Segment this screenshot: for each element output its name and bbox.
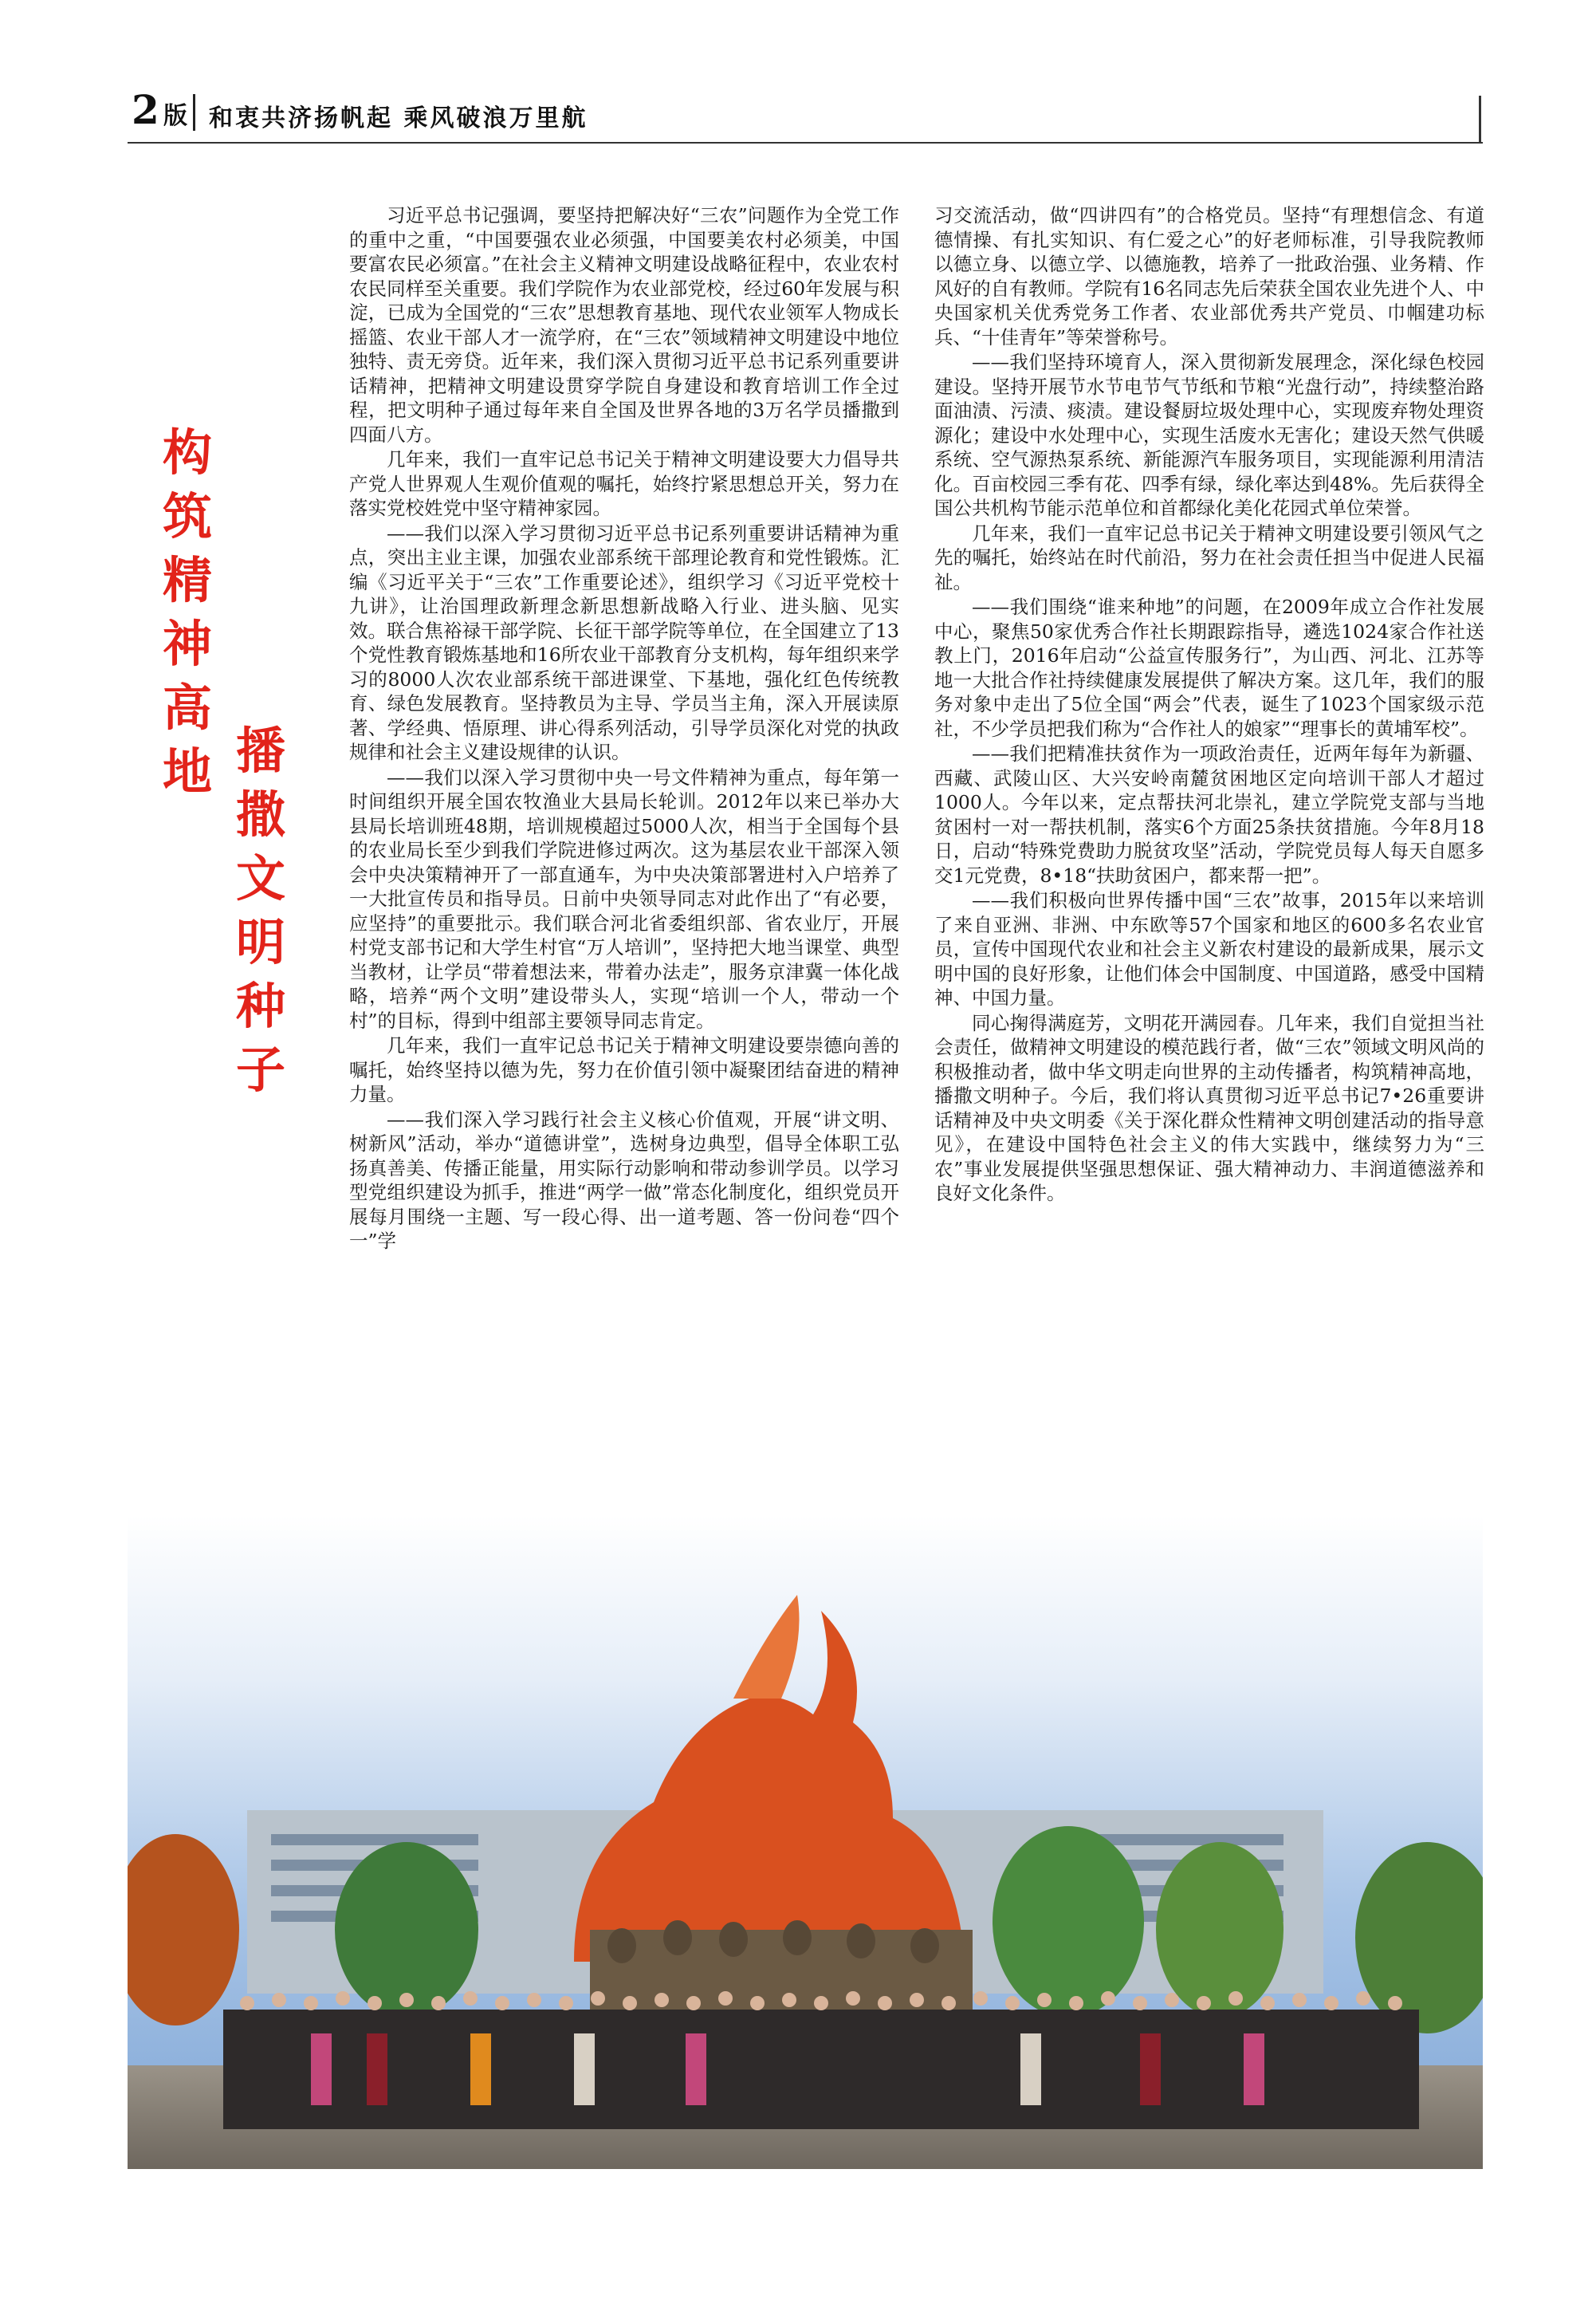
article-paragraph: 几年来，我们一直牢记总书记关于精神文明建设要引领风气之先的嘱托，始终站在时代前沿，努力在社会责任担当中促进人民福祉。	[934, 522, 1484, 593]
header-title: 和衷共济扬帆起 乘风破浪万里航	[209, 104, 588, 132]
headline-line-1	[155, 424, 219, 807]
article-paragraph: ——我们深入学习践行社会主义核心价值观，开展“讲文明、树新风”活动，举办“道德讲堂”，选树身边典型，倡导全体职工弘扬真善美、传播正能量，用实际行动影响和带动参训学员。以学习型党组织建设为抓手，推进“两学一做”常态化制度化，组织党员开展每月围绕一主题、写一段心得、出一道考题、答一份问卷“四个一”学	[349, 1108, 899, 1252]
article-paragraph: 习近平总书记强调，要坚持把解决好“三农”问题作为全党工作的重中之重，“中国要强农业必须强，中国要美农村必须美，中国要富农民必须富。”在社会主义精神文明建设战略征程中，农业农村农民同样至关重要。我们学院作为农业部党校，经过60年发展与积淀，已成为全国党的“三农”思想教育基地、现代农业领军人物成长摇篮、农业干部人才一流学府，在“三农”领域精神文明建设中地位独特、责无旁贷。近年来，我们深入贯彻习近平总书记系列重要讲话精神，把精神文明建设贯穿学院自身建设和教育培训工作全过程，把文明种子通过每年来自全国及世界各地的3万名学员播撒到四面八方。	[349, 204, 899, 446]
headline-char: 子	[235, 1041, 285, 1099]
page-header	[0, 0, 1596, 159]
crowd	[223, 1991, 1419, 2129]
article-paragraph: 同心掬得满庭芳，文明花开满园春。几年来，我们自觉担当社会责任，做精神文明建设的模范践行者，做“三农”领域文明风尚的积极推动者，做中华文明走向世界的主动传播者，构筑精神高地，播撒文明种子。今后，我们将认真贯彻习近平总书记7•26重要讲话精神及中央文明委《关于深化群众性精神文明创建活动的指导意见》，在建设中国特色社会主义的伟大实践中，继续努力为“三农”事业发展提供坚强思想保证、强大精神动力、丰润道德滋养和良好文化条件。	[934, 1011, 1484, 1204]
article-paragraph: ——我们以深入学习贯彻习近平总书记系列重要讲话精神为重点，突出主业主课，加强农业部系统干部理论教育和党性锻炼。汇编《习近平关于“三农”工作重要论述》，组织学习《习近平党校十九讲》，让治国理政新理念新思想新战略入行业、进头脑、见实效。联合焦裕禄干部学院、长征干部学院等单位，在全国建立了13个党性教育锻炼基地和16所农业干部教育分支机构，每年组织来学习的8000人次农业部系统干部进课堂、下基地，强化红色传统教育、绿色发展教育。坚持教员为主导、学员当主角，深入开展读原著、学经典、悟原理、讲心得系列活动，引导学员深化对党的执政规律和社会主义建设规律的认识。	[349, 522, 899, 763]
headline-char: 神	[162, 615, 212, 673]
article-column-right	[934, 203, 1484, 1207]
headline-char: 播	[235, 722, 285, 780]
headline-char: 种	[235, 977, 285, 1035]
article-column-left	[349, 203, 899, 1254]
article-paragraph: 几年来，我们一直牢记总书记关于精神文明建设要崇德向善的嘱托，始终坚持以德为先，努力在价值引领中凝聚团结奋进的精神力量。	[349, 1034, 899, 1105]
article-paragraph: ——我们积极向世界传播中国“三农”故事，2015年以来培训了来自亚洲、非洲、中东欧等57个国家和地区的600多名农业官员，宣传中国现代农业和社会主义新农村建设的最新成果，展示文明中国的良好形象，让他们体会中国制度、中国道路，感受中国精神、中国力量。	[934, 889, 1484, 1009]
headline-char: 精	[162, 551, 212, 609]
header-rule-end	[1479, 96, 1481, 144]
article-paragraph: ——我们围绕“谁来种地”的问题，在2009年成立合作社发展中心，聚焦50家优秀合作社长期跟踪指导，遴选1024家合作社送教上门，2016年启动“公益宣传服务行”，为山西、河北、江苏等地一大批合作社持续健康发展提供了解决方案。这几年，我们的服务对象中走出了5位全国“两会”代表，诞生了1023个国家级示范社，不少学员把我们称为“合作社人的娘家”“理事长的黄埔军校”。	[934, 596, 1484, 740]
headline-char: 文	[235, 849, 285, 907]
headline-char: 筑	[162, 487, 212, 545]
headline-char: 构	[162, 423, 212, 482]
page-number: 2	[132, 86, 159, 133]
article-paragraph: 几年来，我们一直牢记总书记关于精神文明建设要大力倡导共产党人世界观人生观价值观的嘱托，始终拧紧思想总开关，努力在落实党校姓党中坚守精神家园。	[349, 448, 899, 519]
headline-char: 明	[235, 913, 285, 971]
article-paragraph: ——我们把精准扶贫作为一项政治责任，近两年每年为新疆、西藏、武陵山区、大兴安岭南麓贫困地区定向培训干部人才超过1000人。今年以来，定点帮扶河北崇礼，建立学院党支部与当地贫困村一对一帮扶机制，落实6个方面25条扶贫措施。今年8月18日，启动“特殊党费助力脱贫攻坚”活动，学院党员每人每天自愿多交1元党费，8•18“扶助贫困户，都来帮一把”。	[934, 742, 1484, 887]
headline-char: 高	[162, 679, 212, 737]
headline-char: 地	[162, 742, 212, 801]
article-paragraph: ——我们坚持环境育人，深入贯彻新发展理念，深化绿色校园建设。坚持开展节水节电节气节纸和节粮“光盘行动”，持续整治路面油渍、污渍、痰渍。建设餐厨垃圾处理中心，实现废弃物处理资源化；建设中水处理中心，实现生活废水无害化；建设天然气供暖系统、空气源热泵系统、新能源汽车服务项目，实现能源利用清洁化。百亩校园三季有花、四季有绿，绿化率达到48%。先后获得全国公共机构节能示范单位和首都绿化美化花园式单位荣誉。	[934, 351, 1484, 519]
article-paragraph: ——我们以深入学习贯彻中央一号文件精神为重点，每年第一时间组织开展全国农牧渔业大县局长轮训。2012年以来已举办大县局长培训班48期，培训规模超过5000人次，相当于全国每个县的农业局长至少到我们学院进修过两次。这为基层农业干部深入领会中央决策精神开了一部直通车，为中央决策部署进村入户培养了一大批宣传员和指导员。日前中央领导同志对此作出了“有必要，应坚持”的重要批示。我们联合河北省委组织部、省农业厅，开展村党支部书记和大学生村官“万人培训”，坚持把大地当课堂、典型当教材，让学员“带着想法来，带着办法走”，服务京津冀一体化战略，培养“两个文明”建设带头人，实现“培训一个人，带动一个村”的目标，得到中组部主要领导同志肯定。	[349, 766, 899, 1032]
headline-line-2	[229, 722, 293, 1105]
page-label: 版	[163, 102, 187, 130]
header-separator	[193, 94, 195, 131]
header-rule	[128, 142, 1483, 144]
headline-char: 撒	[235, 785, 285, 844]
article-paragraph-continued: 习交流活动，做“四讲四有”的合格党员。坚持“有理想信念、有道德情操、有扎实知识、有仁爱之心”的好老师标准，引导我院教师以德立身、以德立学、以德施教，培养了一批政治强、业务精、作风好的自有教师。学院有16名同志先后荣获全国农业先进个人、中央国家机关优秀党务工作者、农业部优秀共产党员、巾帼建功标兵、“十佳青年”等荣誉称号。	[934, 204, 1484, 348]
group-photo	[128, 1515, 1483, 2169]
